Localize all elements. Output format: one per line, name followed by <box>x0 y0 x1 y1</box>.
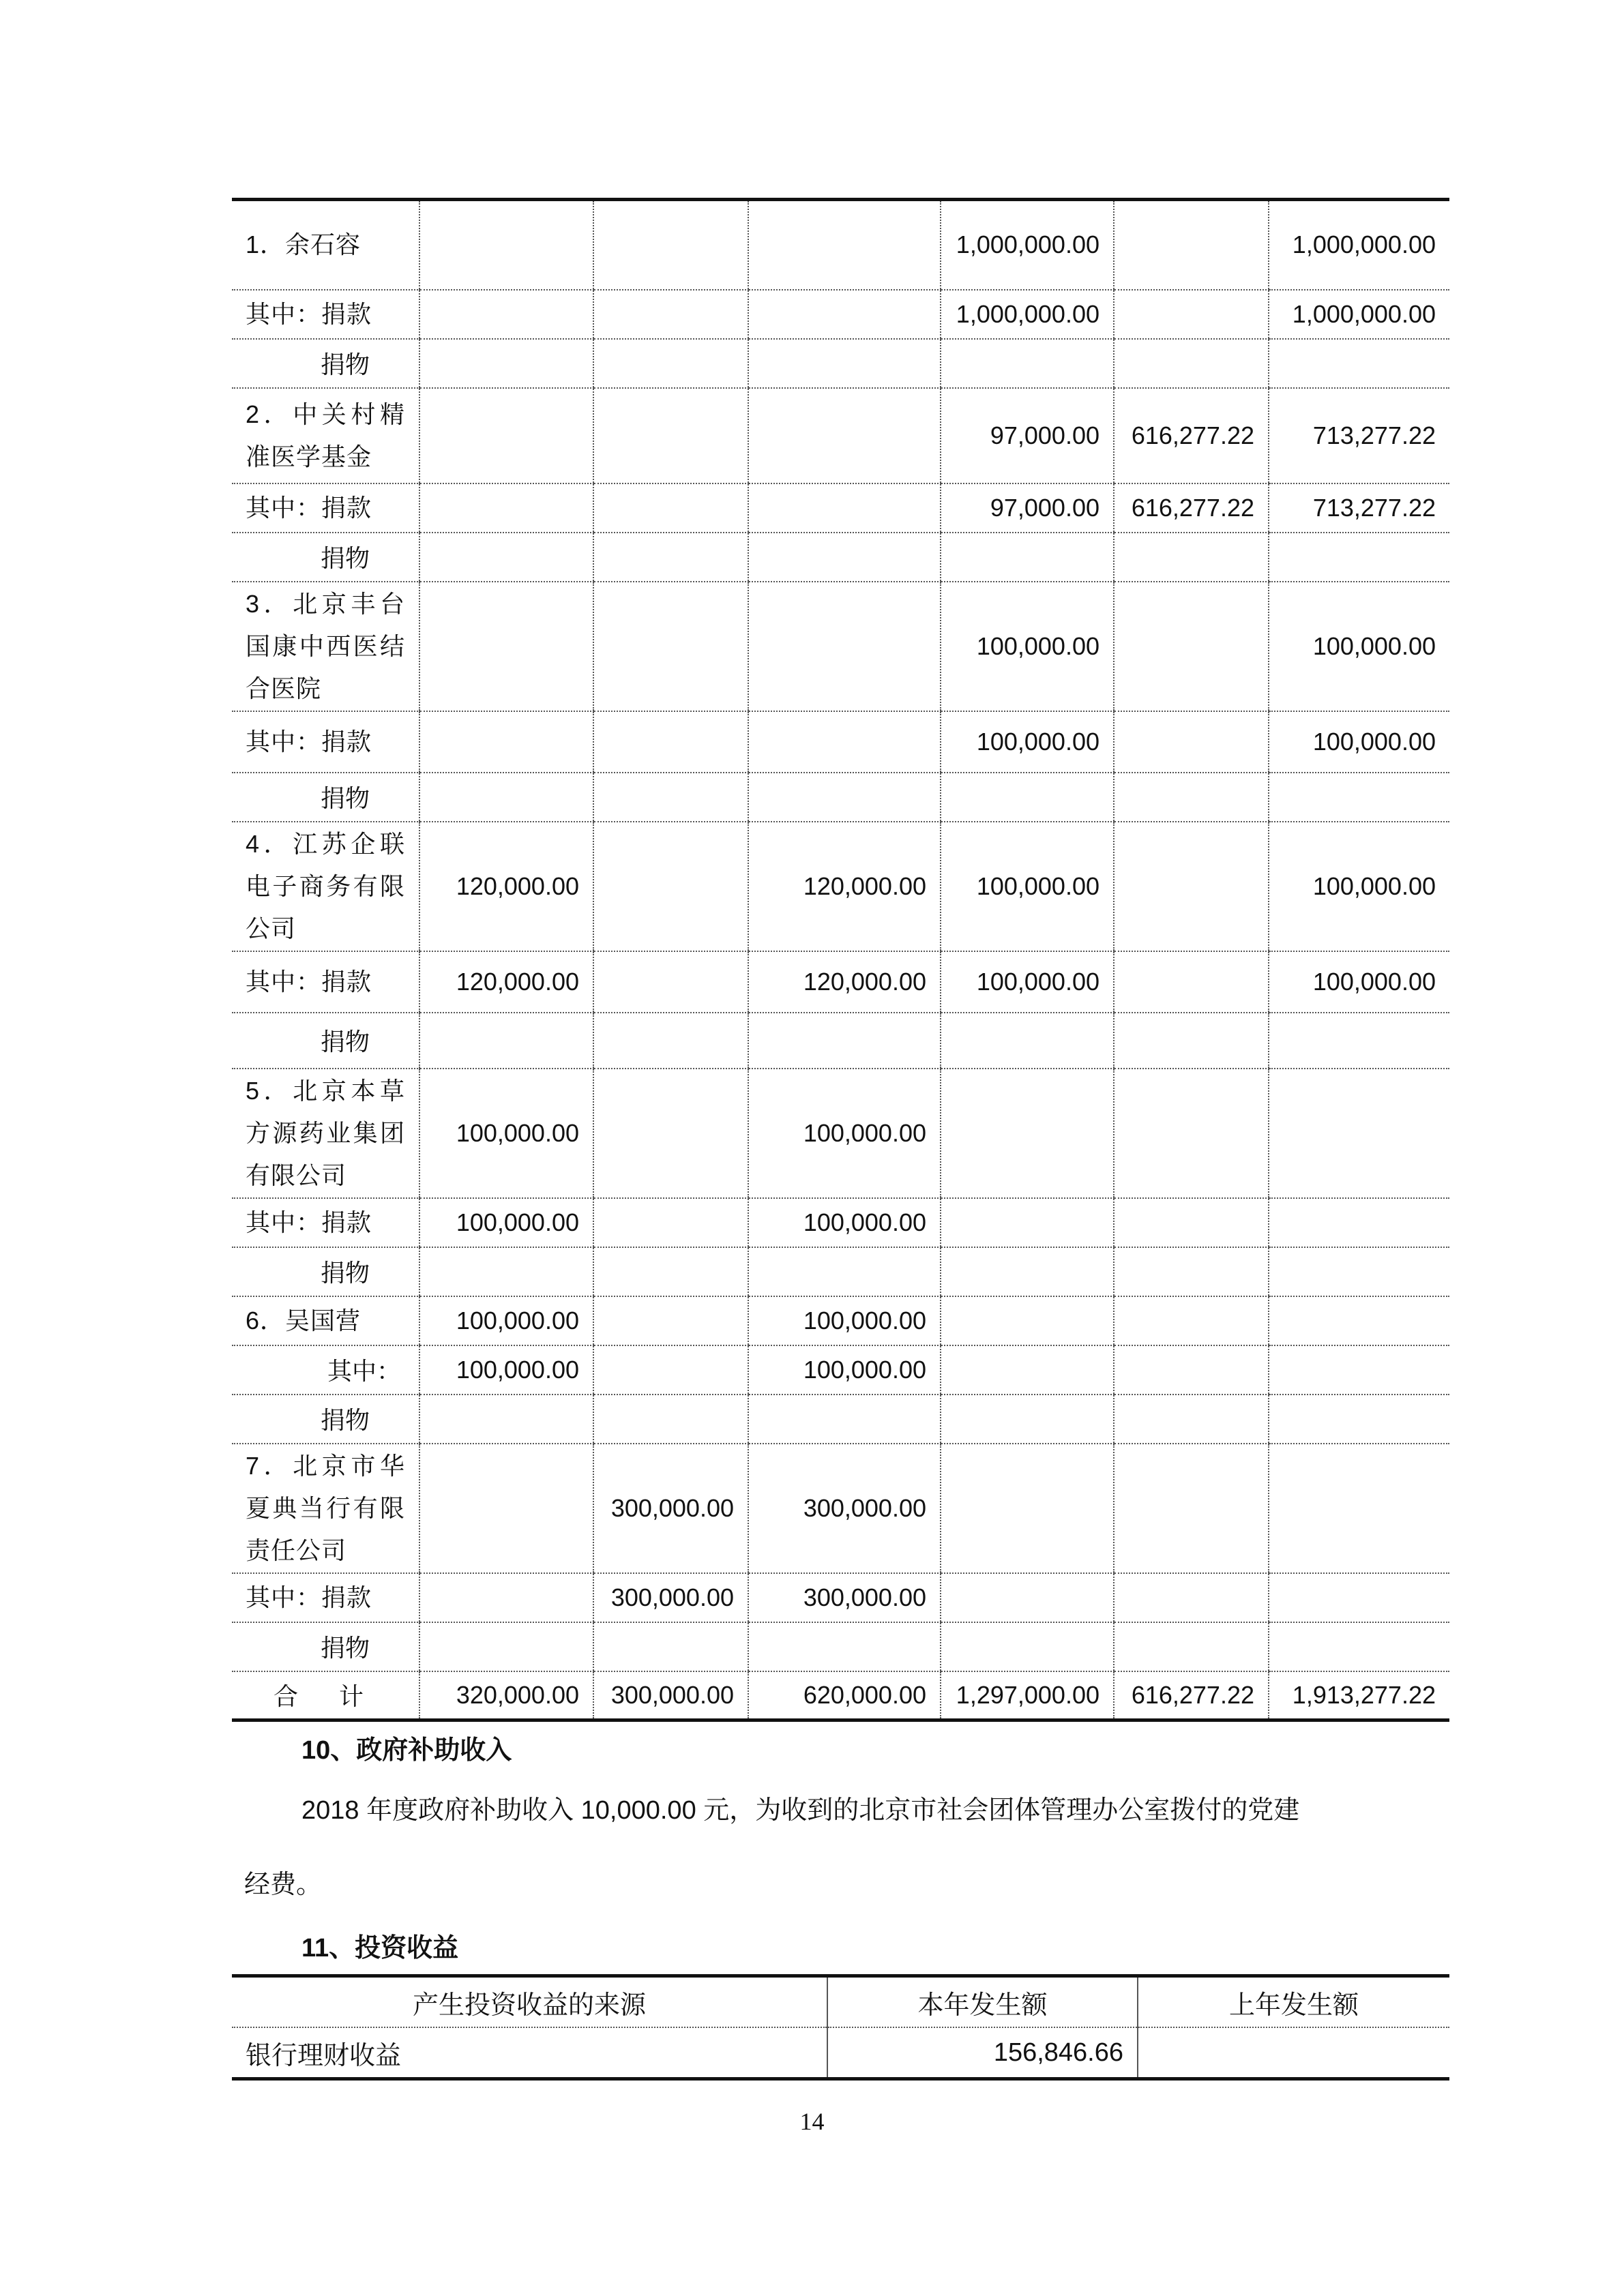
amount-cell <box>593 951 748 1013</box>
amount-cell <box>1269 1198 1449 1247</box>
amount-cell <box>748 533 941 582</box>
amount-cell <box>1269 1296 1449 1345</box>
amount-cell: 320,000.00 <box>419 1671 593 1720</box>
table-row <box>232 2027 1449 2079</box>
amount-cell <box>941 1247 1114 1296</box>
row-label: 5．北京本草方源药业集团有限公司 <box>232 1069 419 1198</box>
row-label: 4．江苏企联电子商务有限公司 <box>232 822 419 951</box>
table-row <box>232 1345 1449 1395</box>
amount-cell: 100,000.00 <box>1269 711 1449 773</box>
row-label: 捐物 <box>232 1013 419 1069</box>
amount-cell <box>419 773 593 822</box>
row-label: 其中：捐款 <box>232 1198 419 1247</box>
amount-cell <box>748 483 941 533</box>
amount-cell <box>593 1395 748 1444</box>
section-10-text-line1: 2018 年度政府补助收入 10,000.00 元，为收到的北京市社会团体管理办公室拨付的党建 <box>301 1796 1300 1825</box>
amount-cell: 300,000.00 <box>748 1444 941 1573</box>
amount-cell: 1,297,000.00 <box>941 1671 1114 1720</box>
amount-cell <box>419 483 593 533</box>
amount-cell <box>593 1296 748 1345</box>
amount-cell <box>593 1345 748 1395</box>
amount-cell <box>419 1573 593 1622</box>
table-row <box>232 1395 1449 1444</box>
amount-cell: 97,000.00 <box>941 483 1114 533</box>
header-current-year: 本年发生额 <box>827 1976 1138 2028</box>
amount-cell <box>1269 1345 1449 1395</box>
amount-cell <box>593 822 748 951</box>
row-label: 其中：捐款 <box>232 711 419 773</box>
amount-cell: 1,000,000.00 <box>941 290 1114 339</box>
amount-cell <box>1269 533 1449 582</box>
amount-cell: 1,913,277.22 <box>1269 1671 1449 1720</box>
amount-cell <box>941 1622 1114 1671</box>
table-row <box>232 1296 1449 1345</box>
donations-table <box>232 198 1449 1722</box>
amount-cell: 100,000.00 <box>419 1296 593 1345</box>
row-label: 捐物 <box>232 533 419 582</box>
table-row <box>232 822 1449 951</box>
amount-cell <box>941 1296 1114 1345</box>
amount-cell <box>941 1345 1114 1395</box>
amount-cell <box>593 1247 748 1296</box>
amount-cell <box>1114 1198 1269 1247</box>
amount-cell: 100,000.00 <box>1269 582 1449 711</box>
header-previous-year: 上年发生额 <box>1138 1976 1449 2028</box>
amount-cell: 1,000,000.00 <box>941 200 1114 290</box>
row-label: 7．北京市华夏典当行有限责任公司 <box>232 1444 419 1573</box>
amount-cell <box>748 711 941 773</box>
amount-cell: 100,000.00 <box>1269 951 1449 1013</box>
amount-cell <box>1114 1069 1269 1198</box>
amount-cell <box>1114 1444 1269 1573</box>
amount-cell <box>419 1395 593 1444</box>
amount-cell: 616,277.22 <box>1114 483 1269 533</box>
row-label: 其中：捐款 <box>232 290 419 339</box>
amount-cell <box>1114 200 1269 290</box>
amount-cell: 300,000.00 <box>593 1444 748 1573</box>
amount-cell <box>1114 339 1269 388</box>
amount-cell <box>1114 1573 1269 1622</box>
amount-cell <box>593 582 748 711</box>
table-row <box>232 1444 1449 1573</box>
amount-cell <box>419 388 593 483</box>
amount-cell <box>748 1395 941 1444</box>
amount-cell: 1,000,000.00 <box>1269 200 1449 290</box>
amount-cell <box>1269 1444 1449 1573</box>
row-label: 2．中关村精准医学基金 <box>232 388 419 483</box>
amount-cell: 100,000.00 <box>748 1198 941 1247</box>
amount-cell: 100,000.00 <box>748 1345 941 1395</box>
amount-cell: 100,000.00 <box>941 822 1114 951</box>
row-label: 其中： <box>232 1345 419 1395</box>
amount-cell <box>419 1247 593 1296</box>
amount-cell: 100,000.00 <box>748 1296 941 1345</box>
row-label: 合计 <box>232 1671 419 1720</box>
amount-cell <box>419 582 593 711</box>
amount-cell <box>748 388 941 483</box>
amount-cell <box>1114 1622 1269 1671</box>
table-row <box>232 1069 1449 1198</box>
amount-cell <box>1269 1013 1449 1069</box>
amount-cell <box>941 1444 1114 1573</box>
amount-cell <box>1269 773 1449 822</box>
amount-cell <box>941 1395 1114 1444</box>
cell-previous-year <box>1138 2027 1449 2079</box>
amount-cell <box>748 290 941 339</box>
amount-cell <box>419 290 593 339</box>
row-label: 其中：捐款 <box>232 1573 419 1622</box>
amount-cell: 100,000.00 <box>419 1069 593 1198</box>
amount-cell <box>748 773 941 822</box>
amount-cell <box>1269 1247 1449 1296</box>
amount-cell: 100,000.00 <box>419 1198 593 1247</box>
amount-cell <box>593 1198 748 1247</box>
amount-cell <box>1114 1345 1269 1395</box>
table-row <box>232 1573 1449 1622</box>
table-row <box>232 1622 1449 1671</box>
amount-cell <box>1269 1069 1449 1198</box>
amount-cell <box>1114 1247 1269 1296</box>
amount-cell <box>748 339 941 388</box>
amount-cell: 120,000.00 <box>748 951 941 1013</box>
amount-cell <box>748 200 941 290</box>
amount-cell <box>1114 1395 1269 1444</box>
amount-cell: 100,000.00 <box>419 1345 593 1395</box>
amount-cell: 713,277.22 <box>1269 388 1449 483</box>
amount-cell <box>419 1444 593 1573</box>
amount-cell: 100,000.00 <box>941 711 1114 773</box>
amount-cell <box>1114 290 1269 339</box>
row-label: 其中：捐款 <box>232 483 419 533</box>
amount-cell: 620,000.00 <box>748 1671 941 1720</box>
amount-cell <box>941 533 1114 582</box>
amount-cell <box>419 200 593 290</box>
amount-cell <box>1114 582 1269 711</box>
table-header-row <box>232 1976 1449 2028</box>
amount-cell <box>748 1622 941 1671</box>
investment-income-table <box>232 1974 1449 2081</box>
amount-cell <box>1114 1013 1269 1069</box>
cell-current-year: 156,846.66 <box>827 2027 1138 2079</box>
table-row <box>232 290 1449 339</box>
table-row <box>232 1671 1449 1720</box>
table-row <box>232 951 1449 1013</box>
amount-cell <box>1269 1622 1449 1671</box>
table-row <box>232 339 1449 388</box>
amount-cell <box>748 1247 941 1296</box>
amount-cell <box>748 1013 941 1069</box>
amount-cell <box>593 339 748 388</box>
amount-cell <box>593 1013 748 1069</box>
section-11-heading: 11、投资收益 <box>301 1934 459 1963</box>
amount-cell <box>593 388 748 483</box>
amount-cell <box>941 1013 1114 1069</box>
amount-cell <box>419 1013 593 1069</box>
amount-cell <box>1114 1296 1269 1345</box>
table-row <box>232 388 1449 483</box>
row-label: 其中：捐款 <box>232 951 419 1013</box>
amount-cell <box>593 1622 748 1671</box>
table-row <box>232 711 1449 773</box>
amount-cell <box>941 773 1114 822</box>
amount-cell: 100,000.00 <box>941 582 1114 711</box>
amount-cell <box>1114 822 1269 951</box>
section-10-heading: 10、政府补助收入 <box>301 1736 512 1765</box>
table-row <box>232 533 1449 582</box>
amount-cell <box>1114 951 1269 1013</box>
amount-cell: 713,277.22 <box>1269 483 1449 533</box>
row-label: 1．余石容 <box>232 200 419 290</box>
amount-cell <box>748 582 941 711</box>
amount-cell: 300,000.00 <box>593 1671 748 1720</box>
amount-cell <box>1114 773 1269 822</box>
amount-cell <box>593 711 748 773</box>
amount-cell <box>419 1622 593 1671</box>
amount-cell <box>593 200 748 290</box>
amount-cell <box>419 533 593 582</box>
row-label: 捐物 <box>232 1395 419 1444</box>
row-label: 捐物 <box>232 1247 419 1296</box>
cell-source: 银行理财收益 <box>232 2027 827 2079</box>
amount-cell <box>1269 1395 1449 1444</box>
amount-cell <box>941 1069 1114 1198</box>
amount-cell: 120,000.00 <box>419 822 593 951</box>
table-row <box>232 1247 1449 1296</box>
table-row <box>232 200 1449 290</box>
amount-cell: 120,000.00 <box>419 951 593 1013</box>
amount-cell: 616,277.22 <box>1114 388 1269 483</box>
amount-cell <box>941 1198 1114 1247</box>
amount-cell: 120,000.00 <box>748 822 941 951</box>
section-10-text-line2: 经费。 <box>244 1870 323 1899</box>
amount-cell <box>593 533 748 582</box>
page-number: 14 <box>799 2108 825 2135</box>
amount-cell <box>593 773 748 822</box>
amount-cell: 1,000,000.00 <box>1269 290 1449 339</box>
row-label: 6．吴国营 <box>232 1296 419 1345</box>
amount-cell <box>593 483 748 533</box>
amount-cell: 100,000.00 <box>941 951 1114 1013</box>
amount-cell: 100,000.00 <box>748 1069 941 1198</box>
amount-cell: 100,000.00 <box>1269 822 1449 951</box>
amount-cell <box>941 339 1114 388</box>
row-label: 捐物 <box>232 1622 419 1671</box>
row-label: 3．北京丰台国康中西医结合医院 <box>232 582 419 711</box>
amount-cell <box>593 290 748 339</box>
amount-cell <box>1269 1573 1449 1622</box>
amount-cell <box>1114 533 1269 582</box>
table-row <box>232 483 1449 533</box>
table-row <box>232 1198 1449 1247</box>
header-source: 产生投资收益的来源 <box>232 1976 827 2028</box>
table-row <box>232 773 1449 822</box>
amount-cell <box>419 711 593 773</box>
amount-cell: 300,000.00 <box>748 1573 941 1622</box>
amount-cell <box>593 1069 748 1198</box>
amount-cell: 616,277.22 <box>1114 1671 1269 1720</box>
amount-cell <box>1114 711 1269 773</box>
amount-cell <box>1269 339 1449 388</box>
table-row <box>232 1013 1449 1069</box>
amount-cell: 97,000.00 <box>941 388 1114 483</box>
amount-cell <box>941 1573 1114 1622</box>
table-row <box>232 582 1449 711</box>
row-label: 捐物 <box>232 339 419 388</box>
row-label: 捐物 <box>232 773 419 822</box>
amount-cell <box>419 339 593 388</box>
amount-cell: 300,000.00 <box>593 1573 748 1622</box>
